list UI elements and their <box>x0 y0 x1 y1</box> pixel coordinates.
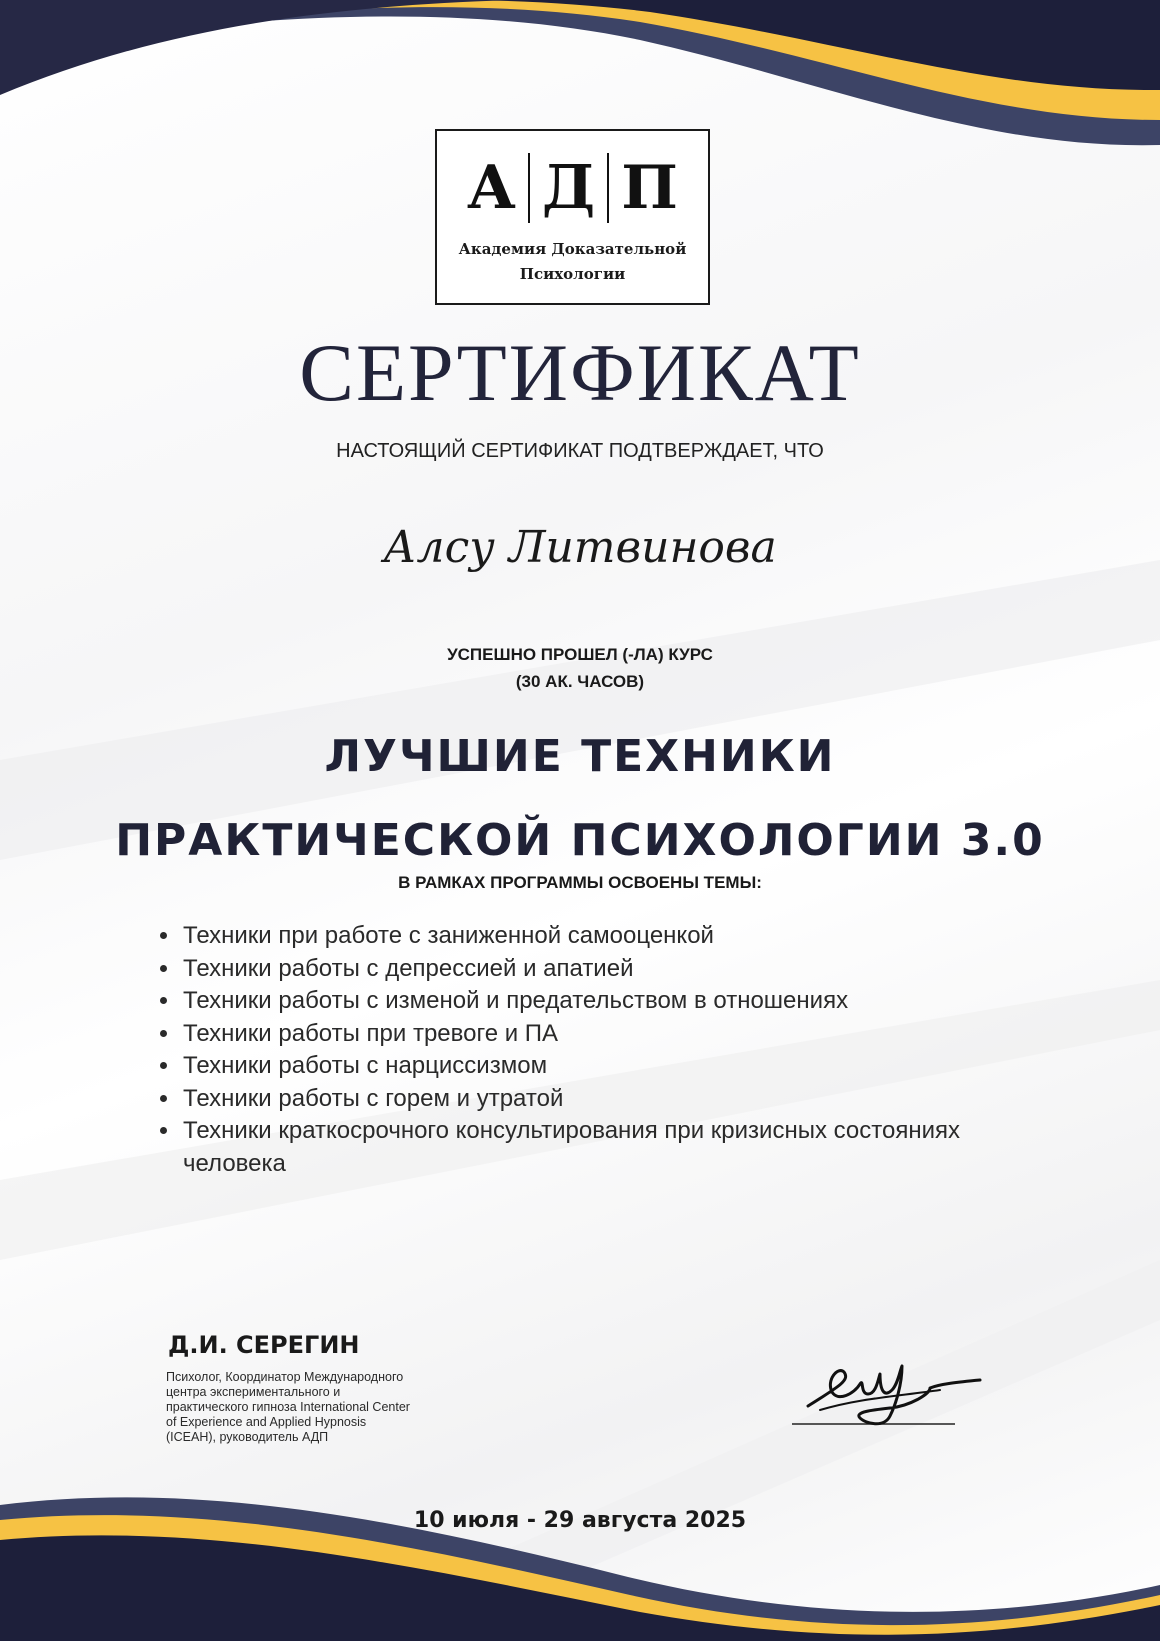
recipient-name: Алсу Литвинова <box>383 522 777 573</box>
list-item: • Техники работы при тревоге и ПА <box>181 1018 1061 1051</box>
course-intro-line: УСПЕШНО ПРОШЕЛ (-ЛА) КУРС <box>447 645 713 664</box>
academy-logo <box>435 129 710 305</box>
course-hours: (30 АК. ЧАСОВ) <box>515 672 645 691</box>
logo-divider <box>607 153 609 223</box>
course-title <box>0 715 1160 883</box>
signer-role-line: of Experience and Applied Hypnosis <box>166 1415 367 1429</box>
certificate-title: СЕРТИФИКАТ <box>299 327 861 418</box>
signer-role <box>166 1370 456 1445</box>
logo-letters <box>437 153 708 223</box>
course-dates: 10 июля - 29 августа 2025 <box>413 1508 747 1533</box>
logo-divider <box>528 153 530 223</box>
logo-letter: П <box>621 153 678 223</box>
list-item: • Техники при работе с заниженной самооценкой <box>181 920 1061 953</box>
logo-subtitle-line: Академия Доказательной <box>458 240 687 258</box>
logo-subtitle <box>437 237 708 287</box>
signer-role-line: (ICEAH), руководитель АДП <box>166 1430 329 1444</box>
logo-letter: Д <box>541 153 596 223</box>
course-title-line: ЛУЧШИЕ ТЕХНИКИ <box>324 731 836 782</box>
signer-name: Д.И. СЕРЕГИН <box>168 1331 360 1359</box>
list-item: • Техники работы с изменой и предательством в отношениях <box>181 985 1061 1018</box>
signer-role-line: центра экспериментального и <box>166 1385 341 1399</box>
list-item: • Техники работы с нарциссизмом <box>181 1050 1061 1083</box>
course-intro <box>0 641 1160 695</box>
list-item: • Техники работы с депрессией и апатией <box>181 953 1061 986</box>
logo-letter: А <box>467 153 516 223</box>
signature-image <box>780 1340 1000 1440</box>
topics-heading: В РАМКАХ ПРОГРАММЫ ОСВОЕНЫ ТЕМЫ: <box>398 873 762 892</box>
list-item: • Техники работы с горем и утратой <box>181 1083 1061 1116</box>
signer-role-line: практического гипноза International Center <box>166 1400 410 1414</box>
topics-list <box>152 920 1061 1180</box>
logo-subtitle-line: Психологии <box>519 265 626 283</box>
certificate-subtitle: НАСТОЯЩИЙ СЕРТИФИКАТ ПОДТВЕРЖДАЕТ, ЧТО <box>336 440 824 462</box>
signer-role-line: Психолог, Координатор Международного <box>166 1370 404 1384</box>
list-item: • Техники краткосрочного консультирования при кризисных состояниях человека <box>181 1115 1061 1180</box>
course-title-line: ПРАКТИЧЕСКОЙ ПСИХОЛОГИИ 3.0 <box>115 815 1045 866</box>
